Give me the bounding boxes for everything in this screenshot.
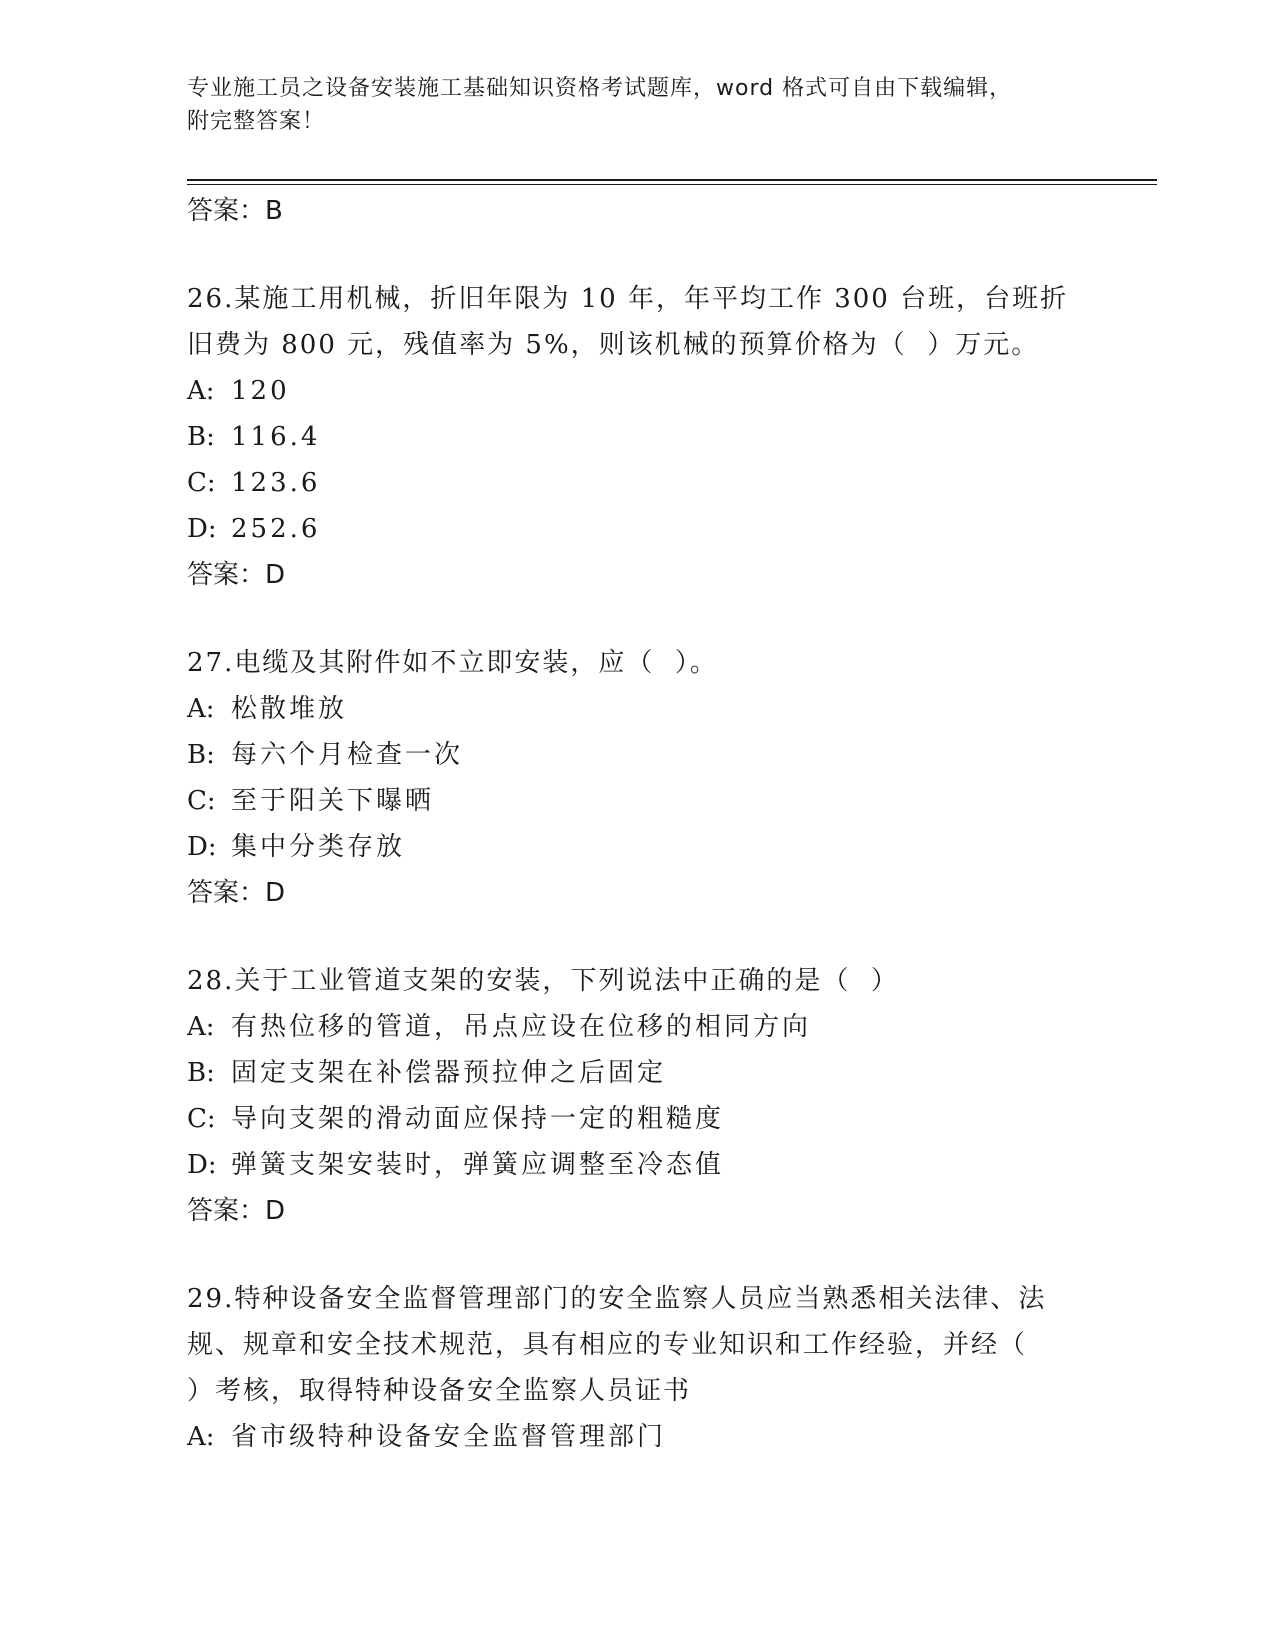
option-label: A: bbox=[187, 376, 215, 406]
option-label: A: bbox=[187, 694, 215, 724]
option-label: B: bbox=[187, 740, 215, 770]
option-text: 120 bbox=[231, 376, 290, 406]
question-29 bbox=[187, 1276, 1087, 1460]
spacer bbox=[187, 916, 1087, 958]
answer-28: 答案：D bbox=[187, 1196, 286, 1226]
question-26-option-d bbox=[187, 506, 1087, 552]
option-text: 123.6 bbox=[231, 468, 321, 498]
question-28-line-1: 28.关于工业管道支架的安装，下列说法中正确的是（ ） bbox=[187, 966, 899, 996]
answer-26: 答案：D bbox=[187, 560, 286, 590]
spacer bbox=[187, 234, 1087, 276]
question-27-option-a bbox=[187, 686, 1087, 732]
option-text: 松散堆放 bbox=[231, 694, 348, 724]
option-label: B: bbox=[187, 1058, 215, 1088]
question-27-line-1: 27.电缆及其附件如不立即安装，应（ ）。 bbox=[187, 648, 718, 678]
question-27 bbox=[187, 640, 1087, 916]
option-label: D: bbox=[187, 514, 217, 544]
question-27-option-d bbox=[187, 824, 1087, 870]
question-28-option-c bbox=[187, 1096, 1087, 1142]
option-label: B: bbox=[187, 422, 215, 452]
question-27-option-b bbox=[187, 732, 1087, 778]
spacer bbox=[187, 1234, 1087, 1276]
option-text: 每六个月检查一次 bbox=[231, 740, 464, 770]
header-line-1: 专业施工员之设备安装施工基础知识资格考试题库，word 格式可自由下载编辑， bbox=[187, 76, 1013, 101]
header-rule-thick bbox=[187, 179, 1157, 181]
answer-25: 答案：B bbox=[187, 196, 283, 226]
question-29-line-3: ）考核，取得特种设备安全监察人员证书 bbox=[187, 1376, 692, 1406]
question-28-option-d bbox=[187, 1142, 1087, 1188]
question-26-option-a bbox=[187, 368, 1087, 414]
option-label: C: bbox=[187, 1104, 216, 1134]
question-26 bbox=[187, 276, 1087, 598]
header-rule-thin bbox=[187, 184, 1157, 185]
option-text: 116.4 bbox=[231, 422, 321, 452]
question-27-option-c bbox=[187, 778, 1087, 824]
question-28-option-b bbox=[187, 1050, 1087, 1096]
spacer bbox=[187, 598, 1087, 640]
option-text: 导向支架的滑动面应保持一定的粗糙度 bbox=[231, 1104, 725, 1134]
option-label: A: bbox=[187, 1012, 215, 1042]
question-26-line-1: 26.某施工用机械，折旧年限为 10 年，年平均工作 300 台班，台班折 bbox=[187, 284, 1069, 314]
question-29-option-a bbox=[187, 1414, 1087, 1460]
question-28-option-a bbox=[187, 1004, 1087, 1050]
option-text: 集中分类存放 bbox=[231, 832, 406, 862]
answer-27: 答案：D bbox=[187, 878, 286, 908]
option-text: 固定支架在补偿器预拉伸之后固定 bbox=[231, 1058, 667, 1088]
option-text: 弹簧支架安装时，弹簧应调整至冷态值 bbox=[231, 1150, 725, 1180]
question-29-line-1: 29.特种设备安全监督管理部门的安全监察人员应当熟悉相关法律、法 bbox=[187, 1284, 1047, 1314]
option-text: 有热位移的管道，吊点应设在位移的相同方向 bbox=[231, 1012, 812, 1042]
question-26-line-2: 旧费为 800 元，残值率为 5%，则该机械的预算价格为（ ）万元。 bbox=[187, 330, 1040, 360]
option-text: 252.6 bbox=[231, 514, 321, 544]
question-29-line-2: 规、规章和安全技术规范，具有相应的专业知识和工作经验，并经（ bbox=[187, 1330, 1028, 1360]
option-label: D: bbox=[187, 832, 217, 862]
option-label: C: bbox=[187, 786, 216, 816]
option-label: C: bbox=[187, 468, 216, 498]
document-body bbox=[187, 188, 1087, 1460]
option-label: D: bbox=[187, 1150, 217, 1180]
question-28 bbox=[187, 958, 1087, 1234]
option-label: A: bbox=[187, 1422, 215, 1452]
question-26-option-c bbox=[187, 460, 1087, 506]
header-line-2: 附完整答案！ bbox=[187, 109, 326, 134]
option-text: 至于阳关下曝晒 bbox=[231, 786, 435, 816]
document-header bbox=[187, 72, 1087, 138]
question-26-option-b bbox=[187, 414, 1087, 460]
option-text: 省市级特种设备安全监督管理部门 bbox=[231, 1422, 667, 1452]
